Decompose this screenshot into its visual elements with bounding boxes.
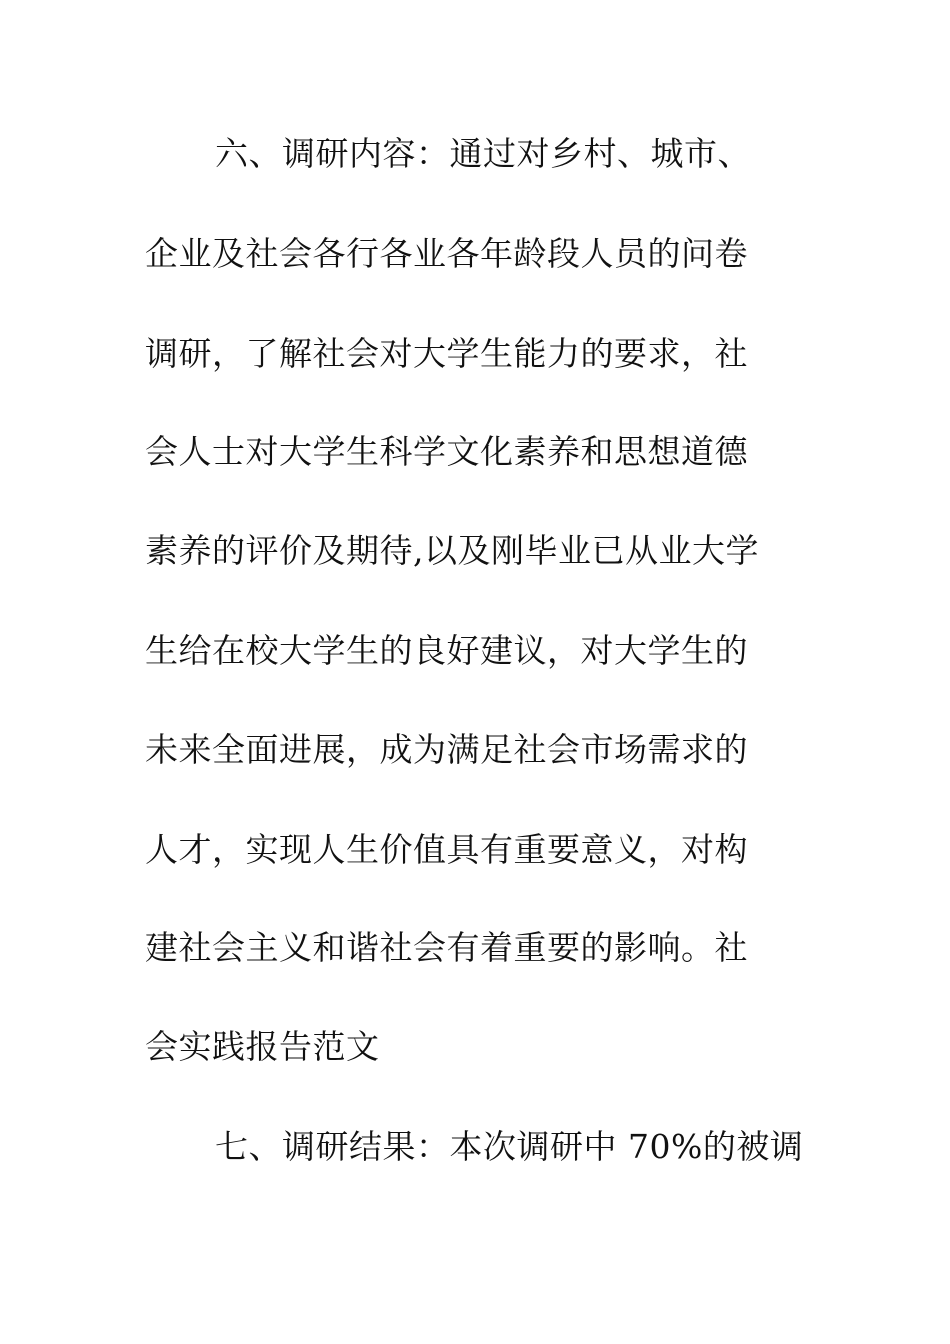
paragraph-six-line-5: 素养的评价及期待,以及刚毕业已从业大学 xyxy=(145,531,759,570)
paragraph-six-line-7: 未来全面进展，成为满足社会市场需求的 xyxy=(145,730,748,769)
paragraph-seven-line-1: 七、调研结果：本次调研中 70%的被调 xyxy=(215,1127,804,1166)
paragraph-six-line-6: 生给在校大学生的良好建议，对大学生的 xyxy=(145,631,748,670)
paragraph-six-line-3: 调研，了解社会对大学生能力的要求，社 xyxy=(145,334,748,373)
paragraph-six-line-1: 六、调研内容：通过对乡村、城市、 xyxy=(215,134,751,173)
paragraph-six-line-8: 人才，实现人生价值具有重要意义，对构 xyxy=(145,830,748,869)
paragraph-six-line-10: 会实践报告范文 xyxy=(145,1027,380,1066)
paragraph-six-line-2: 企业及社会各行各业各年龄段人员的问卷 xyxy=(145,234,748,273)
paragraph-six-line-9: 建社会主义和谐社会有着重要的影响。社 xyxy=(145,928,748,967)
paragraph-six-line-4: 会人士对大学生科学文化素养和思想道德 xyxy=(145,432,748,471)
